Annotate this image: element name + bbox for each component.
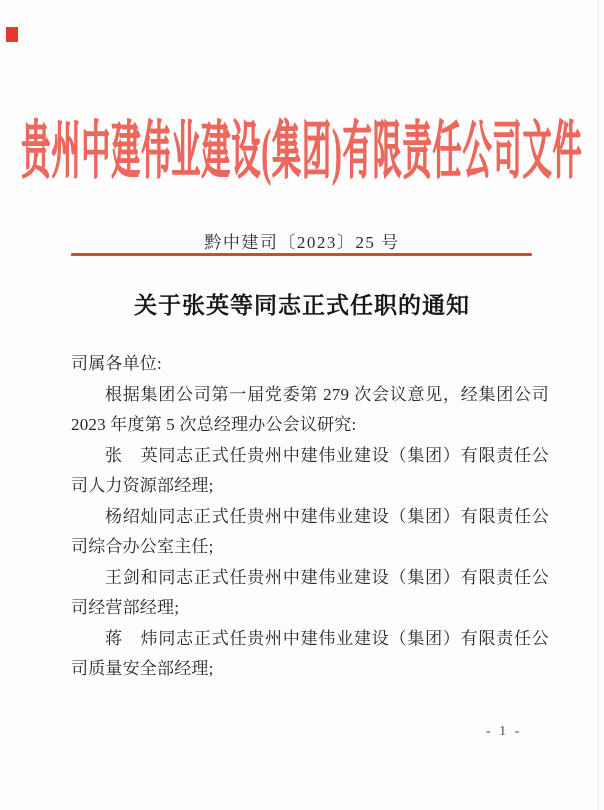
body-paragraph: 王剑和同志正式任贵州中建伟业建设（集团）有限责任公司经营部经理; [71,567,549,617]
masthead-title: 贵州中建伟业建设(集团)有限责任公司文件 [21,118,583,187]
notice-title: 关于张英等同志正式任职的通知 [134,293,470,318]
salutation: 司属各单位: [71,354,162,373]
body-paragraph: 杨绍灿同志正式任贵州中建伟业建设（集团）有限责任公司综合办公室主任; [71,506,549,556]
red-separator-line [71,253,532,256]
body-paragraph: 张 英同志正式任贵州中建伟业建设（集团）有限责任公司人力资源部经理; [71,445,549,495]
document-number: 黔中建司〔2023〕25 号 [204,233,400,252]
corner-mark [6,27,18,42]
page-edge-line [598,0,599,810]
masthead [0,103,604,187]
page-number: - 1 - [486,724,521,739]
document-body [71,349,549,685]
body-paragraph: 根据集团公司第一届党委第 279 次会议意见，经集团公司2023 年度第 5 次总经理办公会议研究: [71,384,549,434]
body-paragraph: 蒋 炜同志正式任贵州中建伟业建设（集团）有限责任公司质量安全部经理; [71,628,549,678]
